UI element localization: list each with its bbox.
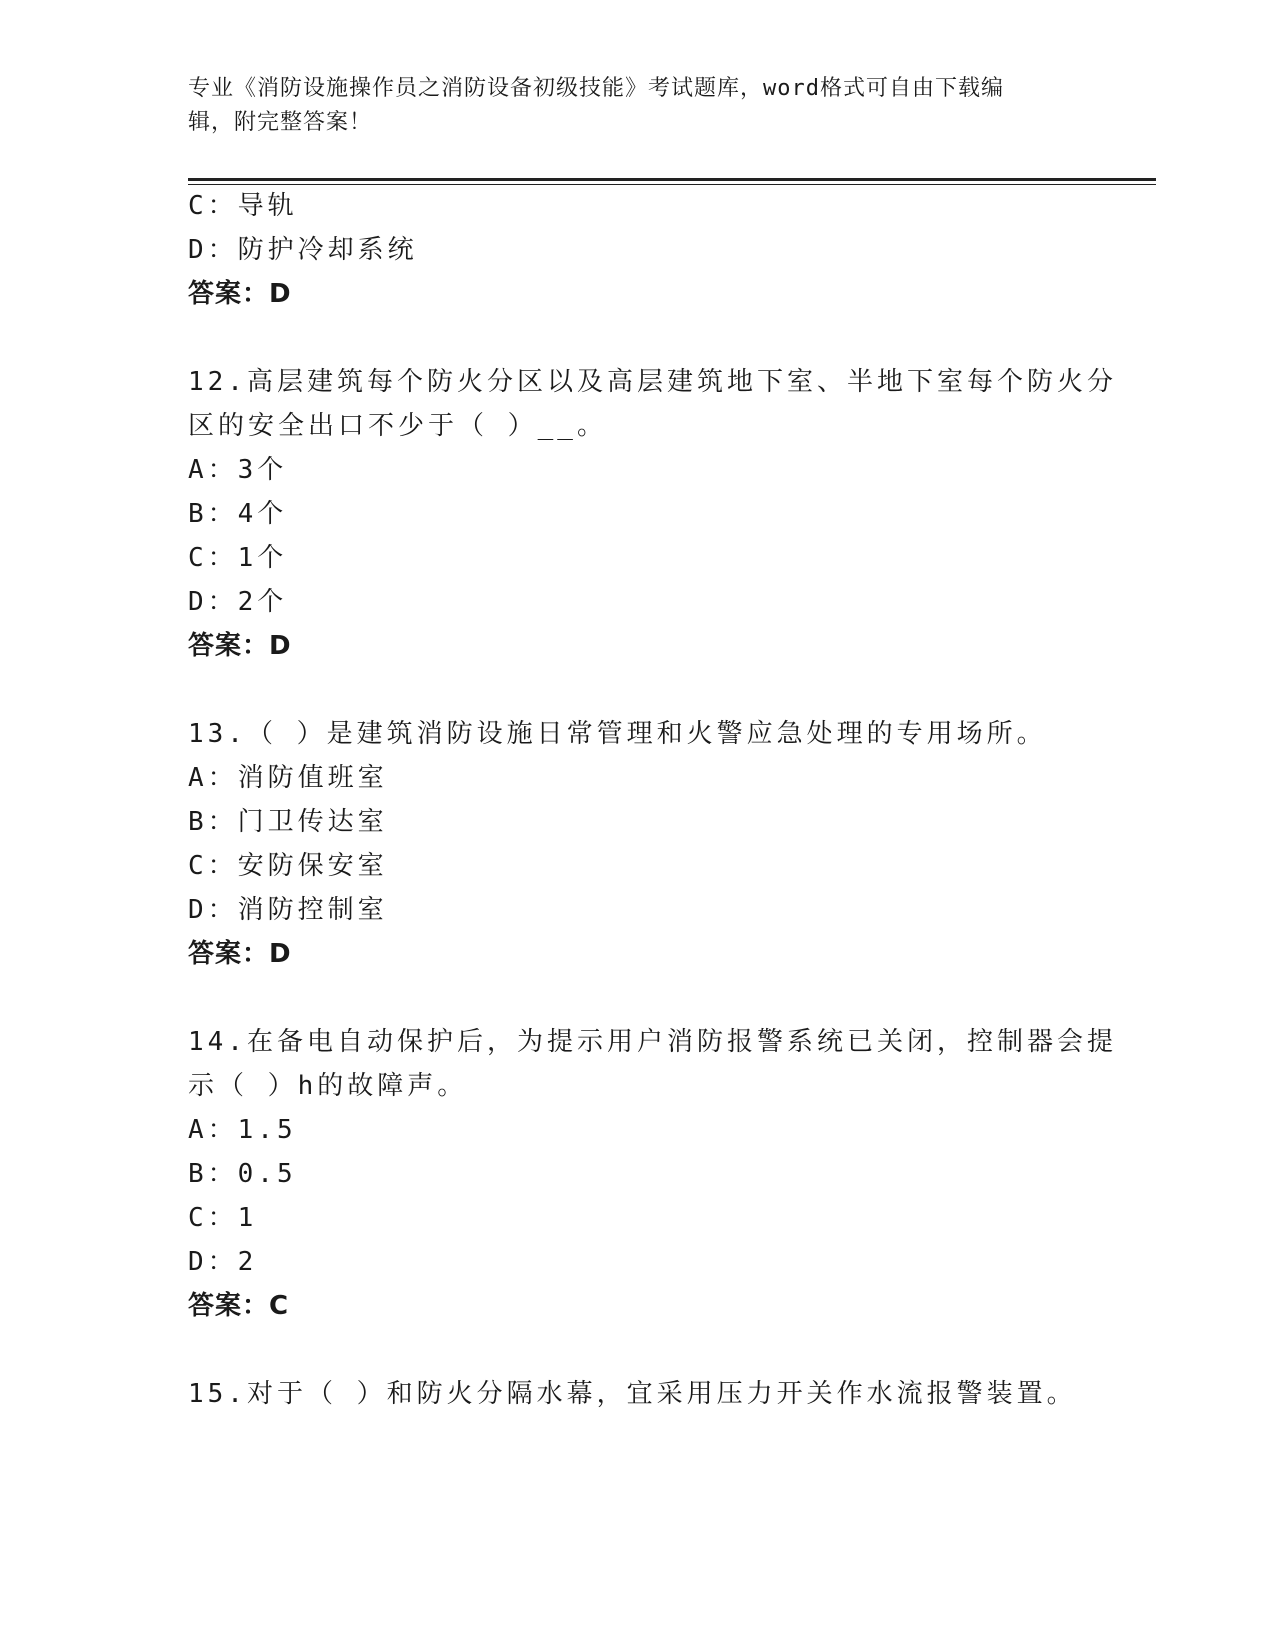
q12-option-b: B：4个 — [188, 499, 288, 529]
q13-stem-line-1: 13.（ ）是建筑消防设施日常管理和火警应急处理的专用场所。 — [188, 719, 1047, 749]
q14-answer: 答案：C — [188, 1291, 290, 1321]
q12-stem-line-2: 区的安全出口不少于（ ）__。 — [188, 411, 607, 441]
prev-answer: 答案：D — [188, 279, 292, 309]
q13-answer: 答案：D — [188, 939, 292, 969]
q14-option-b: B：0.5 — [188, 1159, 297, 1189]
q12-answer: 答案：D — [188, 631, 292, 661]
prev-option-d: D：防护冷却系统 — [188, 235, 418, 265]
q13-option-d: D：消防控制室 — [188, 895, 388, 925]
header-line-1: 专业《消防设施操作员之消防设备初级技能》考试题库，word格式可自由下载编 — [188, 76, 1004, 101]
q12-option-a: A：3个 — [188, 455, 288, 485]
q15-stem-line-1: 15.对于（ ）和防火分隔水幕，宜采用压力开关作水流报警装置。 — [188, 1379, 1077, 1409]
q14-option-c: C：1 — [188, 1203, 258, 1233]
header-rule-thin — [188, 184, 1156, 185]
q12-stem-line-1: 12.高层建筑每个防火分区以及高层建筑地下室、半地下室每个防火分 — [188, 367, 1117, 397]
header-line-2: 辑，附完整答案！ — [188, 110, 373, 135]
q14-stem-line-2: 示（ ）h的故障声。 — [188, 1071, 468, 1101]
q14-stem-line-1: 14.在备电自动保护后，为提示用户消防报警系统已关闭，控制器会提 — [188, 1027, 1117, 1057]
header-rule-thick — [188, 178, 1156, 181]
q12-option-d: D：2个 — [188, 587, 288, 617]
q12-option-c: C：1个 — [188, 543, 288, 573]
q14-option-d: D：2 — [188, 1247, 258, 1277]
q14-option-a: A：1.5 — [188, 1115, 297, 1145]
document-header — [188, 72, 1088, 140]
q13-option-a: A：消防值班室 — [188, 763, 388, 793]
prev-option-c: C：导轨 — [188, 191, 298, 221]
q13-option-c: C：安防保安室 — [188, 851, 388, 881]
q13-option-b: B：门卫传达室 — [188, 807, 388, 837]
